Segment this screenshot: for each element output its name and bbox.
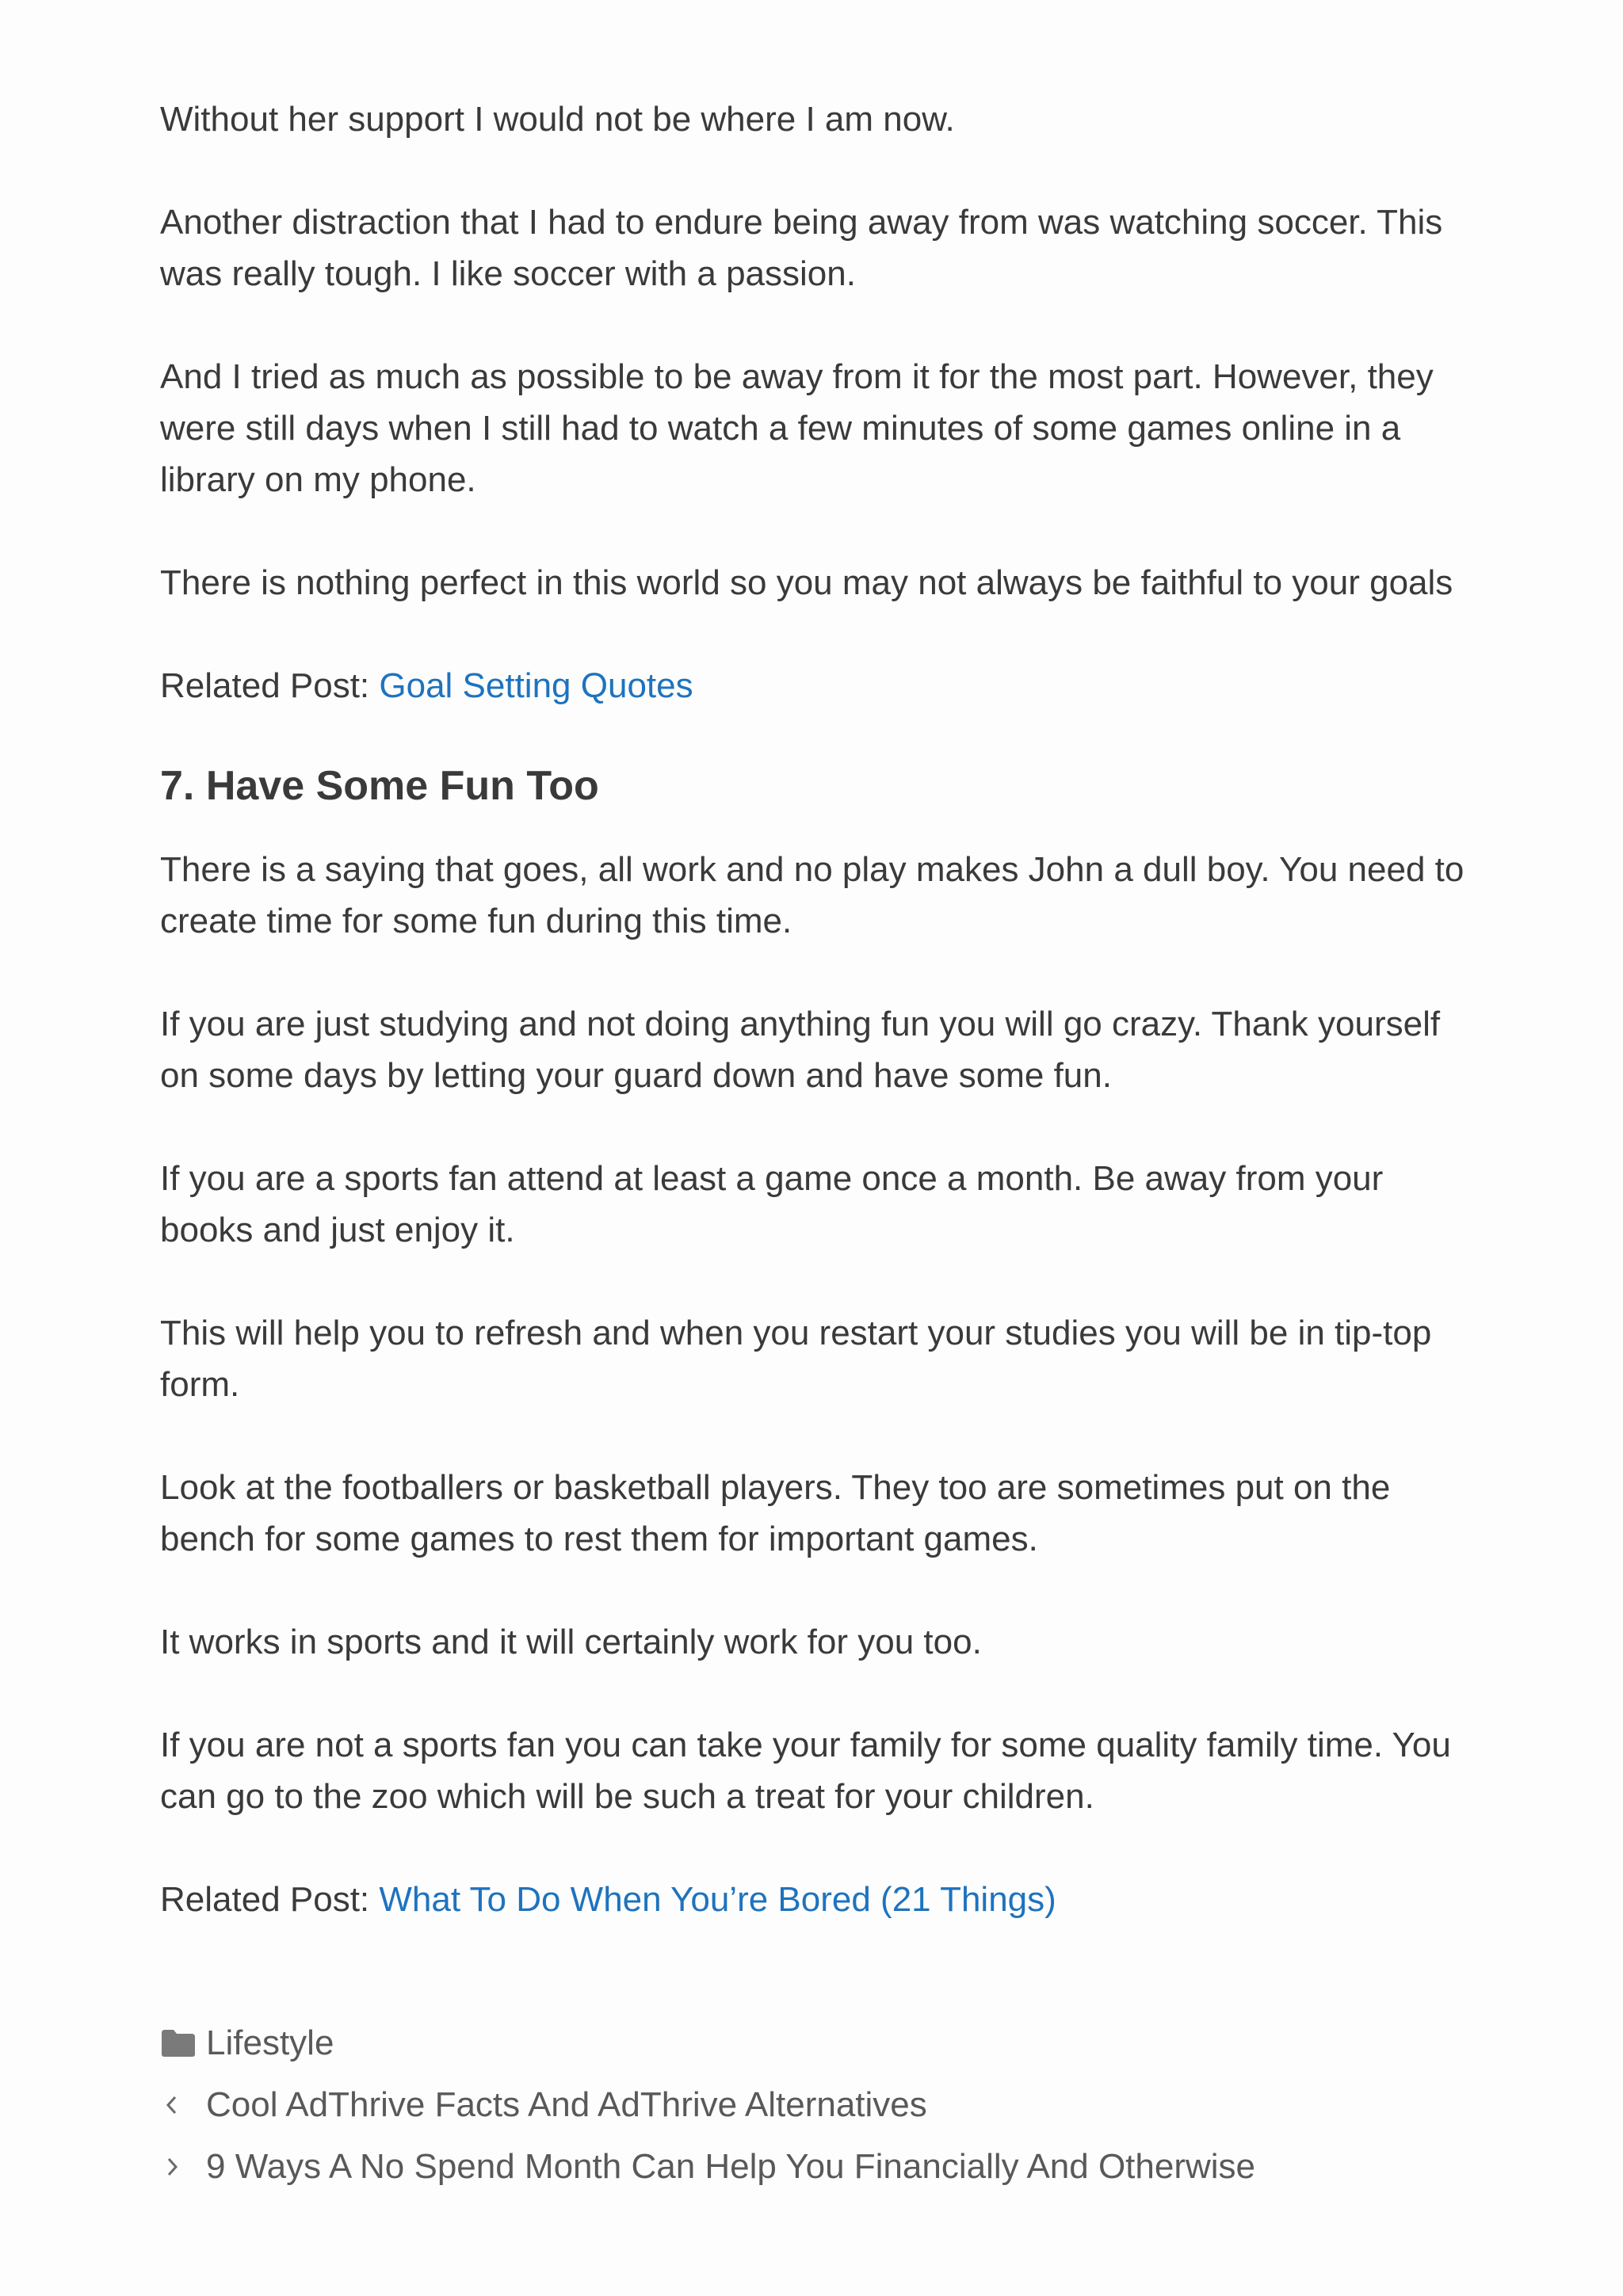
paragraph: If you are just studying and not doing anything fun you will go crazy. Thank yourself on some days by letting your guard down and have some fun.: [160, 1005, 1441, 1095]
folder-icon: [160, 2028, 206, 2058]
paragraph: Look at the footballers or basketball players. They too are sometimes put on the bench for some games to rest them for important games.: [160, 1468, 1391, 1558]
previous-post-link[interactable]: Cool AdThrive Facts And AdThrive Alternatives: [206, 2085, 927, 2124]
section-heading: 7. Have Some Fun Too: [160, 763, 599, 809]
chevron-left-icon: [160, 2093, 206, 2117]
paragraph: There is nothing perfect in this world so you may not always be faithful to your goals: [160, 563, 1453, 602]
related-post-link-goal-setting-quotes[interactable]: Goal Setting Quotes: [379, 666, 693, 705]
related-post-link-what-to-do-when-bored[interactable]: What To Do When You’re Bored (21 Things): [379, 1880, 1056, 1919]
next-post-link[interactable]: 9 Ways A No Spend Month Can Help You Financially And Otherwise: [206, 2147, 1256, 2186]
article-content: [160, 93, 1476, 1977]
related-post-prefix: Related Post:: [160, 666, 380, 705]
category-link-lifestyle[interactable]: Lifestyle: [206, 2023, 334, 2062]
related-post-bored: [160, 1874, 1476, 1925]
paragraph: If you are not a sports fan you can take your family for some quality family time. You can go to the zoo which will be such a treat for your children.: [160, 1726, 1451, 1816]
previous-post-row: [160, 2074, 1476, 2136]
paragraph: Another distraction that I had to endure being away from was watching soccer. This was really tough. I like soccer with a passion.: [160, 203, 1443, 293]
paragraph: And I tried as much as possible to be away from it for the most part. However, they were still days when I still had to watch a few minutes of some games online in a library on my phone.: [160, 357, 1434, 499]
chevron-right-icon: [160, 2155, 206, 2179]
paragraph: Without her support I would not be where I am now.: [160, 100, 955, 139]
paragraph: If you are a sports fan attend at least a game once a month. Be away from your books and just enjoy it.: [160, 1159, 1384, 1249]
paragraph: It works in sports and it will certainly work for you too.: [160, 1623, 982, 1661]
paragraph: There is a saying that goes, all work and no play makes John a dull boy. You need to create time for some fun during this time.: [160, 850, 1465, 940]
related-post-prefix: Related Post:: [160, 1880, 380, 1919]
related-post-goal-setting: [160, 660, 1476, 711]
post-footer-meta: [160, 2012, 1476, 2198]
next-post-row: [160, 2136, 1476, 2198]
paragraph: This will help you to refresh and when you restart your studies you will be in tip-top form.: [160, 1314, 1432, 1404]
category-row: [160, 2012, 1476, 2074]
